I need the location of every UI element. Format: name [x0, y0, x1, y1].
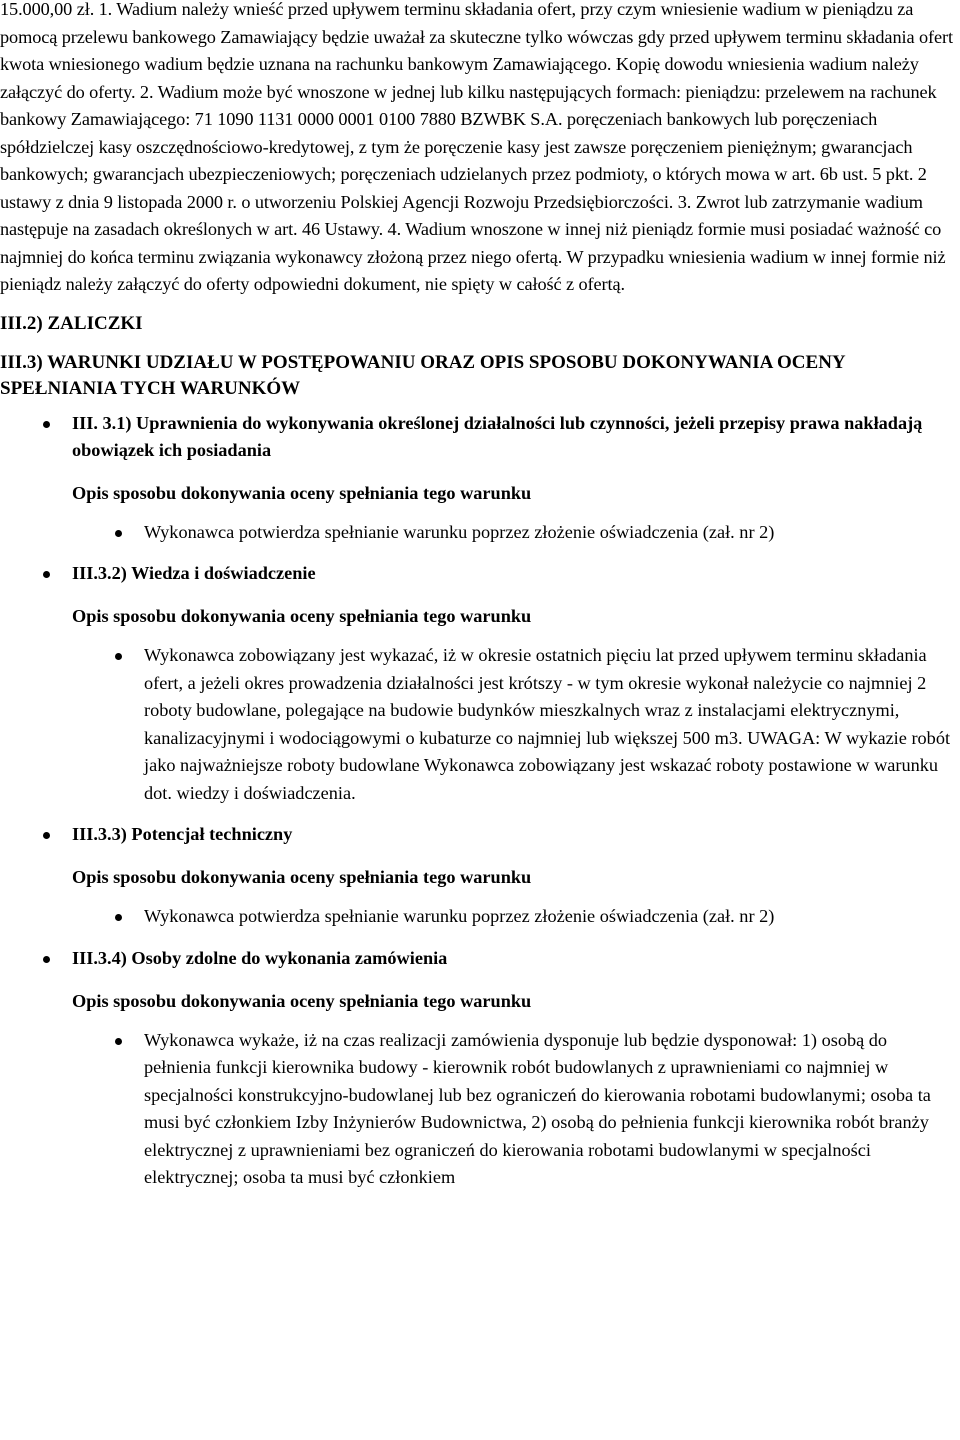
condition-subtitle: Opis sposobu dokonywania oceny spełniania tego warunku	[72, 482, 532, 503]
condition-description-list	[72, 903, 960, 931]
condition-description-text: Wykonawca potwierdza spełnianie warunku poprzez złożenie oświadczenia (zał. nr 2)	[144, 521, 775, 542]
condition-description	[72, 903, 960, 931]
condition-description	[72, 642, 960, 807]
bullet-icon	[115, 1038, 122, 1045]
condition-description	[72, 1027, 960, 1192]
condition-title: III.3.4) Osoby zdolne do wykonania zamówienia	[72, 947, 448, 968]
condition-description-text: Wykonawca zobowiązany jest wykazać, iż w okresie ostatnich pięciu lat przed upływem terminu składania ofert, a jeżeli okres prowadzenia działalności jest krótszy - w tym okresie wykonał należycie co najmniej 2 roboty budowlane, polegające na budowie budynków mieszkalnych wraz z instalacjami elektrycznymi, kanalizacyjnymi i wodociągowymi o kubaturze co najmniej lub większej 500 m3. UWAGA: W wykazie robót jako najważniejsze roboty budowlane Wykonawca zobowiązany jest wskazać roboty postawione w warunku dot. wiedzy i doświadczenia.	[144, 645, 951, 803]
condition-description-text: Wykonawca potwierdza spełnianie warunku poprzez złożenie oświadczenia (zał. nr 2)	[144, 906, 775, 926]
bullet-icon	[115, 914, 122, 921]
condition-description-list	[72, 519, 960, 547]
condition-item-osoby	[0, 945, 960, 1192]
bullet-icon	[43, 956, 50, 963]
wadium-paragraph	[0, 0, 960, 299]
condition-item-potencjal	[0, 821, 960, 931]
condition-subtitle: Opis sposobu dokonywania oceny spełniania tego warunku	[72, 606, 532, 626]
bullet-icon	[43, 832, 50, 839]
bullet-icon	[43, 571, 50, 578]
condition-description-list	[72, 642, 960, 807]
wadium-text-part-1: 15.000,00 zł. 1. Wadium należy wnieść przed upływem terminu składania ofert, przy czym wniesienie wadium w pieniądzu za pomocą przelewu bankowego Zamawiający będzie uważał za skuteczne tylko wówczas gdy przed upływem terminu składania ofert kwota wniesionego wadium będzie uznana na rachunku bankowym Zamawiającego. Kopię dowodu wniesienia wadium należy załączyć do oferty. 2. Wadium może być wnoszone w jednej lub kilku następujących formach: pieniądzu: przelewem na rachunek bankowy Zamawiającego: 71 1090 1131 0000 0001 0100 7880 BZWBK S.A.	[0, 0, 953, 129]
condition-item-wiedza	[0, 560, 960, 807]
condition-title: III. 3.1) Uprawnienia do wykonywania określonej działalności lub czynności, jeżeli przepisy prawa nakładają obowiązek ich posiadania	[72, 412, 923, 460]
conditions-list	[0, 410, 960, 1192]
wadium-text-part-2: poręczeniach bankowych lub poręczeniach spółdzielczej kasy oszczędnościowo-kredytowej, z tym że poręczenie kasy jest zawsze poręczeniem pieniężnym; gwarancjach bankowych; gwarancjach ubezpieczeniowych; poręczeniach udzielanych przez podmioty, o których mowa w art. 6b ust. 5 pkt. 2 ustawy z dnia 9 listopada 2000 r. o utworzeniu Polskiej Agencji Rozwoju Przedsiębiorczości. 3. Zwrot lub zatrzymanie wadium następuje na zasadach określonych w art. 46 Ustawy. 4. Wadium wnoszone w innej niż pieniądz formie musi posiadać ważność co najmniej do końca terminu związania wykonawcy złożoną przez niego ofertą. W przypadku wniesienia wadium w innej formie niż pieniądz należy załączyć do oferty odpowiedni dokument, nie spięty w całość z ofertą.	[0, 109, 946, 294]
section-heading-zaliczki: III.2) ZALICZKI	[0, 312, 143, 334]
condition-description	[72, 519, 960, 547]
condition-description-text: Wykonawca wykaże, iż na czas realizacji zamówienia dysponuje lub będzie dysponował: 1) osobą do pełnienia funkcji kierownika budowy - kierownik robót budowlanych z uprawnieniami co najmniej w specjalności konstrukcyjno-budowlanej lub bez ograniczeń do kierowania robotami budowlanymi; osoba ta musi być członkiem Izby Inżynierów Budownictwa, 2) osobą do pełnienia funkcji kierownika robót branży elektrycznej z uprawnieniami bez ograniczeń do kierowania robotami budowlanymi w specjalności elektrycznej; osoba ta musi być członkiem	[144, 1029, 931, 1187]
bullet-icon	[43, 421, 50, 428]
condition-description-list	[72, 1027, 960, 1192]
bullet-icon	[115, 530, 122, 537]
condition-subtitle: Opis sposobu dokonywania oceny spełniania tego warunku	[72, 867, 532, 887]
condition-title: III.3.2) Wiedza i doświadczenie	[72, 563, 316, 583]
condition-title: III.3.3) Potencjał techniczny	[72, 824, 293, 844]
condition-subtitle: Opis sposobu dokonywania oceny spełniania tego warunku	[72, 990, 532, 1011]
section-heading-warunki: III.3) WARUNKI UDZIAŁU W POSTĘPOWANIU ORAZ OPIS SPOSOBU DOKONYWANIA OCENY SPEŁNIANIA TYCH WARUNKÓW	[0, 351, 845, 399]
condition-item-uprawnienia	[0, 410, 960, 547]
bullet-icon	[115, 653, 122, 660]
